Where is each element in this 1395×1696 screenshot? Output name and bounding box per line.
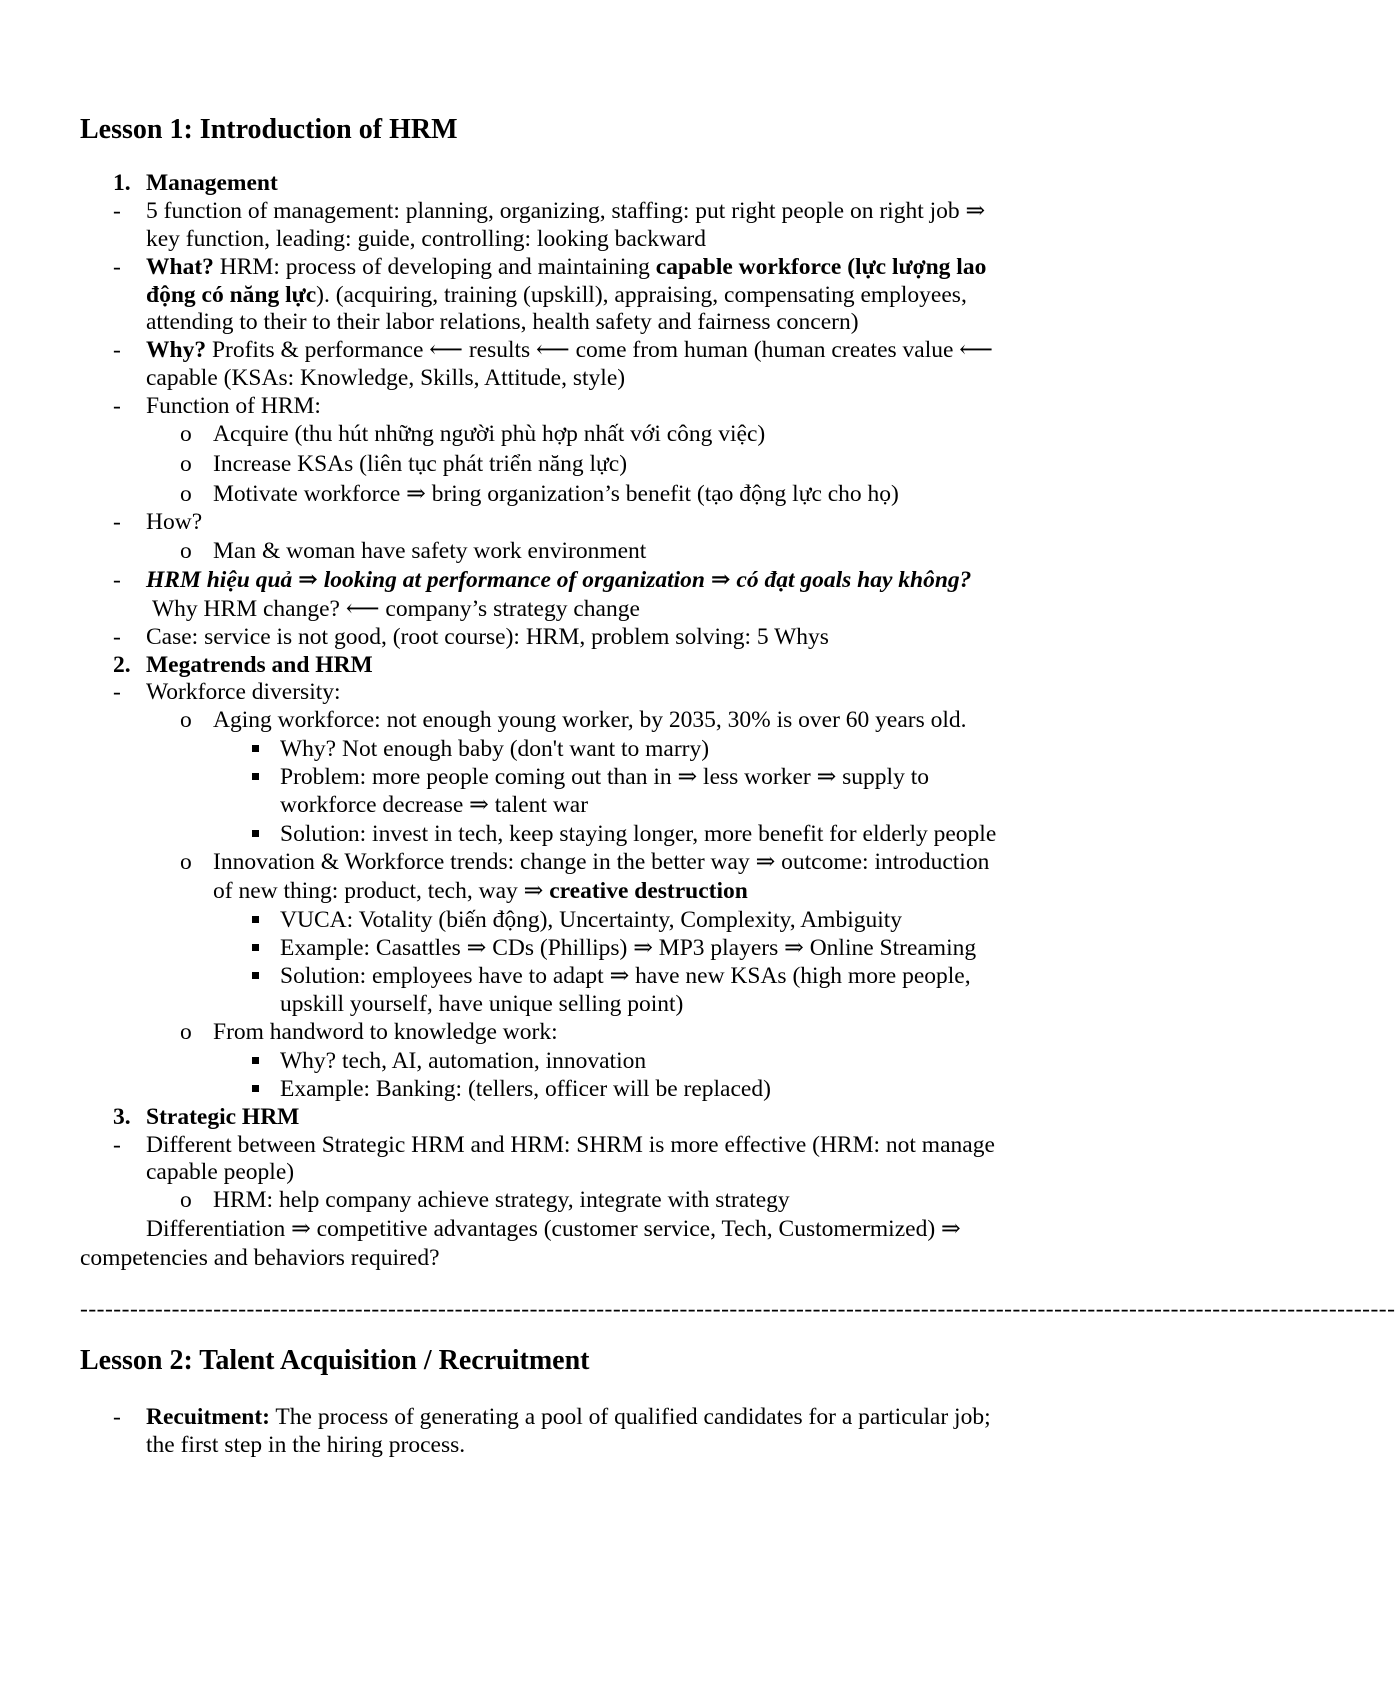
management-functions-line: key function, leading: guide, controlling: looking backward xyxy=(146,226,706,252)
what-line: attending to their to their labor relations, health safety and fairness concern) xyxy=(146,309,859,335)
circle-bullet: o xyxy=(180,1187,192,1213)
recruitment-line: the first step in the hiring process. xyxy=(146,1432,466,1458)
what-text: HRM: process of developing and maintaining xyxy=(213,254,656,280)
why-label: Why? xyxy=(146,337,207,363)
square-bullet xyxy=(252,916,259,923)
dash-marker: - xyxy=(113,509,121,535)
differentiation-line: Differentiation ⇒ competitive advantages (customer service, Tech, Customermized) ⇒ xyxy=(146,1216,961,1242)
section-heading-megatrends: Megatrends and HRM xyxy=(146,652,373,678)
what-line xyxy=(146,252,986,282)
dash-marker: - xyxy=(113,393,121,419)
different-line: capable people) xyxy=(146,1159,295,1185)
circle-bullet: o xyxy=(180,421,192,447)
case-line: Case: service is not good, (root course): HRM, problem solving: 5 Whys xyxy=(146,624,829,650)
how-heading: How? xyxy=(146,509,203,535)
different-line: Different between Strategic HRM and HRM: SHRM is more effective (HRM: not manage xyxy=(146,1132,995,1158)
what-bold: capable workforce (lực lượng lao xyxy=(655,254,987,280)
circle-bullet: o xyxy=(180,451,192,477)
list-item: workforce decrease ⇒ talent war xyxy=(280,792,589,818)
why-hrm-change-line: Why HRM change? ⟵ company’s strategy change xyxy=(152,596,640,622)
list-item: upskill yourself, have unique selling point) xyxy=(280,991,684,1017)
section-number: 1. xyxy=(113,170,131,196)
workforce-diversity-heading: Workforce diversity: xyxy=(146,679,341,705)
dash-marker: - xyxy=(113,337,121,363)
square-bullet xyxy=(252,773,259,780)
circle-bullet: o xyxy=(180,481,192,507)
lesson2-title: Lesson 2: Talent Acquisition / Recruitment xyxy=(80,1345,590,1376)
what-label: What? xyxy=(146,254,214,280)
recruitment-label: Recuitment: xyxy=(146,1404,270,1430)
section-number: 3. xyxy=(113,1104,131,1130)
circle-bullet: o xyxy=(180,707,192,733)
circle-bullet: o xyxy=(180,538,192,564)
dash-marker: - xyxy=(113,567,121,593)
lesson1-title: Lesson 1: Introduction of HRM xyxy=(80,114,458,145)
list-item: Solution: invest in tech, keep staying longer, more benefit for elderly people xyxy=(280,821,997,847)
circle-bullet: o xyxy=(180,849,192,875)
square-bullet xyxy=(252,944,259,951)
list-item: VUCA: Votality (biến động), Uncertainty, Complexity, Ambiguity xyxy=(280,907,903,933)
section-heading-management: Management xyxy=(146,170,278,196)
management-functions-line: 5 function of management: planning, organizing, staffing: put right people on right job ⇒ xyxy=(146,198,986,224)
list-item: Motivate workforce ⇒ bring organization’s benefit (tạo động lực cho họ) xyxy=(213,481,899,507)
why-line xyxy=(146,335,993,365)
square-bullet xyxy=(252,830,259,837)
square-bullet xyxy=(252,1057,259,1064)
handword-line: From handword to knowledge work: xyxy=(213,1019,558,1045)
list-item: Problem: more people coming out than in ⇒ less worker ⇒ supply to xyxy=(280,764,929,790)
dash-marker: - xyxy=(113,1404,121,1430)
what-line xyxy=(146,280,967,310)
why-text: Profits & performance ⟵ results ⟵ come from human (human creates value ⟵ xyxy=(206,337,993,363)
dash-marker: - xyxy=(113,624,121,650)
dash-marker: - xyxy=(113,1132,121,1158)
hrm-effective-line: HRM hiệu quả ⇒ looking at performance of organization ⇒ có đạt goals hay không? xyxy=(146,567,972,593)
square-bullet xyxy=(252,745,259,752)
function-hrm-heading: Function of HRM: xyxy=(146,393,321,419)
aging-workforce-line: Aging workforce: not enough young worker, by 2035, 30% is over 60 years old. xyxy=(213,707,967,733)
dash-marker: - xyxy=(113,679,121,705)
list-item: Acquire (thu hút những người phù hợp nhất với công việc) xyxy=(213,421,766,447)
creative-destruction: creative destruction xyxy=(549,878,748,904)
what-text: ). (acquiring, training (upskill), appraising, compensating employees, xyxy=(316,282,967,308)
list-item: Man & woman have safety work environment xyxy=(213,538,647,564)
why-line: capable (KSAs: Knowledge, Skills, Attitude, style) xyxy=(146,365,626,391)
square-bullet xyxy=(252,1085,259,1092)
recruitment-line xyxy=(146,1402,991,1432)
section-number: 2. xyxy=(113,652,131,678)
innovation-line xyxy=(213,876,748,906)
circle-bullet: o xyxy=(180,1019,192,1045)
list-item: Why? Not enough baby (don't want to marry) xyxy=(280,736,710,762)
list-item: HRM: help company achieve strategy, integrate with strategy xyxy=(213,1187,790,1213)
list-item: Why? tech, AI, automation, innovation xyxy=(280,1048,647,1074)
dash-marker: - xyxy=(113,254,121,280)
what-bold: động có năng lực xyxy=(146,282,317,308)
dash-marker: - xyxy=(113,198,121,224)
list-item: Increase KSAs (liên tục phát triển năng lực) xyxy=(213,451,628,477)
section-heading-strategic: Strategic HRM xyxy=(146,1104,300,1130)
dashed-separator: -------------------------------------------------------------------------------------------------------------------------------------------------------------- xyxy=(80,1296,1395,1322)
differentiation-line: competencies and behaviors required? xyxy=(80,1245,440,1271)
list-item: Solution: employees have to adapt ⇒ have new KSAs (high more people, xyxy=(280,963,971,989)
recruitment-text: The process of generating a pool of qualified candidates for a particular job; xyxy=(269,1404,991,1430)
innovation-line: Innovation & Workforce trends: change in the better way ⇒ outcome: introduction xyxy=(213,849,990,875)
list-item: Example: Banking: (tellers, officer will be replaced) xyxy=(280,1076,771,1102)
square-bullet xyxy=(252,972,259,979)
innovation-text: of new thing: product, tech, way ⇒ xyxy=(213,878,550,904)
list-item: Example: Casattles ⇒ CDs (Phillips) ⇒ MP3 players ⇒ Online Streaming xyxy=(280,935,977,961)
